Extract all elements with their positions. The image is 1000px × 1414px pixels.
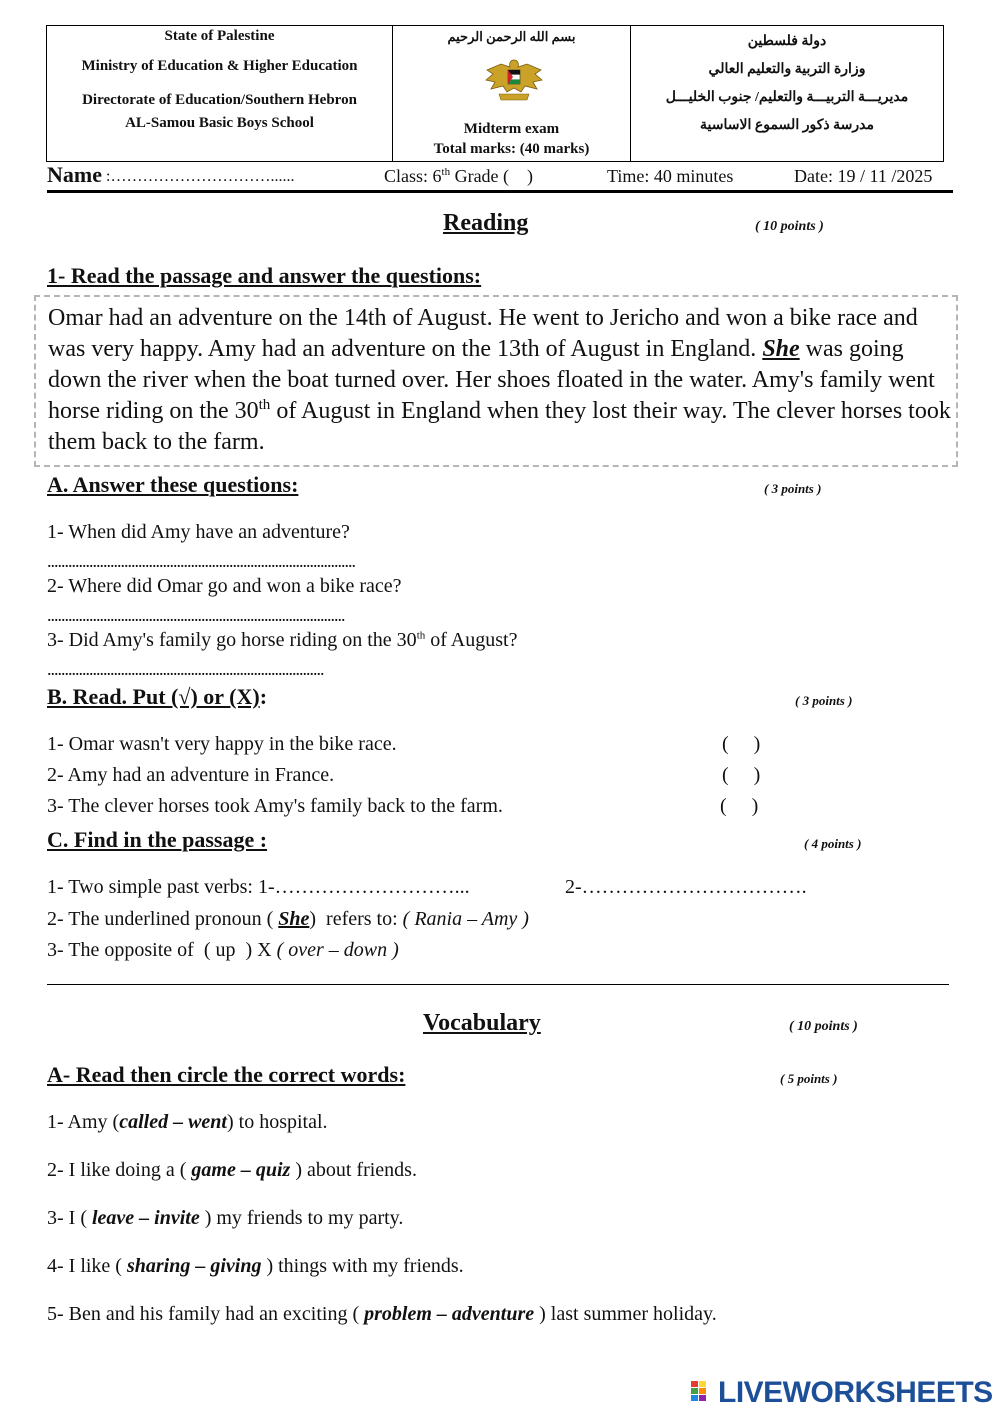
answer-line-3[interactable]: ............................................................................... [47,659,324,679]
question-3-text: 3- Did Amy's family go horse riding on the 30 [47,629,417,651]
total-marks: Total marks: (40 marks) [433,141,590,157]
passage-box [34,295,958,467]
vocab-text: 4- I like ( [47,1255,127,1277]
palestine-eagle-emblem [483,56,545,106]
reading-title: Reading [443,210,529,236]
section-c-points: ( 4 points ) [804,836,862,851]
vocab-options[interactable]: problem – adventure [364,1303,535,1325]
past-verbs-line-2[interactable]: 2-……………………………. [565,876,807,898]
header-right [631,26,943,161]
section-a-title: A. Answer these questions: [47,472,299,497]
question-3-text: of August? [425,629,518,651]
tf-statement-1: 1- Omar wasn't very happy in the bike race. [47,733,397,755]
vocab-text: ) to hospital. [226,1111,328,1133]
time-label: Time: 40 minutes [607,166,734,186]
header-left [47,26,393,161]
vocab-item-2 [47,1159,417,1182]
pronoun-text: 2- The underlined pronoun ( [47,908,279,930]
answer-line-2[interactable]: ..................................................................................... [47,605,345,625]
tf-answer-box-1[interactable]: ( ) [722,733,761,755]
section-b-points: ( 3 points ) [795,693,853,708]
pronoun-text: ) refers to: [309,908,403,930]
vocab-text: ) my friends to my party. [199,1207,404,1229]
passage-sup: th [258,397,271,413]
past-verbs-line-1[interactable]: 1- Two simple past verbs: 1-………………………... [47,876,470,898]
exam-info [393,119,630,159]
vocab-item-1 [47,1111,328,1134]
vocab-text: 5- Ben and his family had an exciting ( [47,1303,365,1325]
passage-text [48,303,953,458]
section-a-points: ( 3 points ) [764,481,822,496]
vocabulary-points: ( 10 points ) [789,1019,858,1034]
opposite-text: 3- The opposite of ( up ) X [47,939,277,961]
vocab-text: ) last summer holiday. [534,1303,717,1325]
vocab-options[interactable]: leave – invite [91,1207,200,1229]
tf-answer-box-3[interactable]: ( ) [720,795,759,817]
vocab-options[interactable]: sharing – giving [126,1255,262,1277]
passage-part: Omar had an adventure on the 14th of August. He went to Jericho and won a bike race and was very happy. Amy had an adventure on the 13th of August in England. [48,305,918,362]
header-left-line: Ministry of Education & Higher Education [81,58,358,74]
name-label: Name [47,162,102,187]
vocab-text: ) about friends. [290,1159,417,1181]
exam-type: Midterm exam [463,121,560,137]
reading-points: ( 10 points ) [755,219,824,234]
passage-part: was going down the river when the boat turned over. Her shoes floated in the water. Amy's family went horse riding on the 30 [48,336,935,424]
vocabulary-title: Vocabulary [423,1010,541,1036]
section-divider [47,984,949,985]
vocab-text: 2- I like doing a ( [47,1159,192,1181]
pronoun-she: She [278,908,310,930]
vocab-item-3 [47,1207,403,1230]
vocab-a-points: ( 5 points ) [780,1071,838,1086]
passage-part: of August in England when they lost their way. The clever horses took them back to the farm. [48,398,951,455]
header-center [393,26,631,161]
tf-answer-box-2[interactable]: ( ) [722,764,761,786]
reading-instruction: 1- Read the passage and answer the questions: [47,263,482,288]
vocab-text: ) things with my friends. [261,1255,464,1277]
student-info-line [47,162,953,193]
header-right-line: وزارة التربية والتعليم العالي [708,62,866,77]
name-field[interactable]: :…………………………...... [106,168,295,185]
liveworksheets-logo-icon [691,1379,717,1403]
section-b-title-text: B. Read. Put (√) or (X) [47,684,260,709]
section-b-title [47,684,267,710]
header-table [46,25,944,162]
vocab-item-5 [47,1303,717,1326]
question-2: 2- Where did Omar go and won a bike race? [47,575,402,597]
header-left-line: State of Palestine [164,28,275,44]
question-3 [47,629,517,652]
class-suffix: Grade ( ) [450,166,534,186]
header-right-line: مدرسة ذكور السموع الاساسية [700,118,874,133]
vocab-text: 1- Amy ( [47,1111,120,1133]
section-b-colon: : [259,684,268,709]
section-c-title: C. Find in the passage : [47,827,268,852]
class-sup: th [441,166,451,178]
header-right-line: مديريـــة التربيـــة والتعليم/ جنوب الخليـــل [665,90,909,105]
header-left-line: Directorate of Education/Southern Hebron [82,92,357,108]
basmala: بسم الله الرحمن الرحيم [447,29,576,44]
vocab-item-4 [47,1255,464,1278]
opposite-options[interactable]: ( over – down ) [276,939,399,961]
pronoun-options[interactable]: ( Rania – Amy ) [402,908,529,930]
question-1: 1- When did Amy have an adventure? [47,521,350,543]
tf-statement-2: 2- Amy had an adventure in France. [47,764,335,786]
class-field[interactable] [384,166,533,187]
header-left-line: AL-Samou Basic Boys School [125,115,314,131]
opposite-question [47,939,399,962]
date-label: Date: 19 / 11 /2025 [794,166,933,186]
vocab-options[interactable]: called – went [119,1111,227,1133]
tf-statement-3: 3- The clever horses took Amy's family back to the farm. [47,795,503,817]
liveworksheets-brand[interactable]: LIVEWORKSHEETS [718,1376,993,1409]
question-3-sup: th [416,629,426,642]
answer-line-1[interactable]: ........................................................................................ [47,551,355,571]
vocab-a-title: A- Read then circle the correct words: [47,1062,406,1087]
vocab-text: 3- I ( [47,1207,92,1229]
pronoun-question [47,908,529,931]
header-right-line: دولة فلسطين [747,34,827,49]
class-prefix: Class: 6 [384,166,442,186]
vocab-options[interactable]: game – quiz [191,1159,291,1181]
underlined-she: She [762,336,800,362]
